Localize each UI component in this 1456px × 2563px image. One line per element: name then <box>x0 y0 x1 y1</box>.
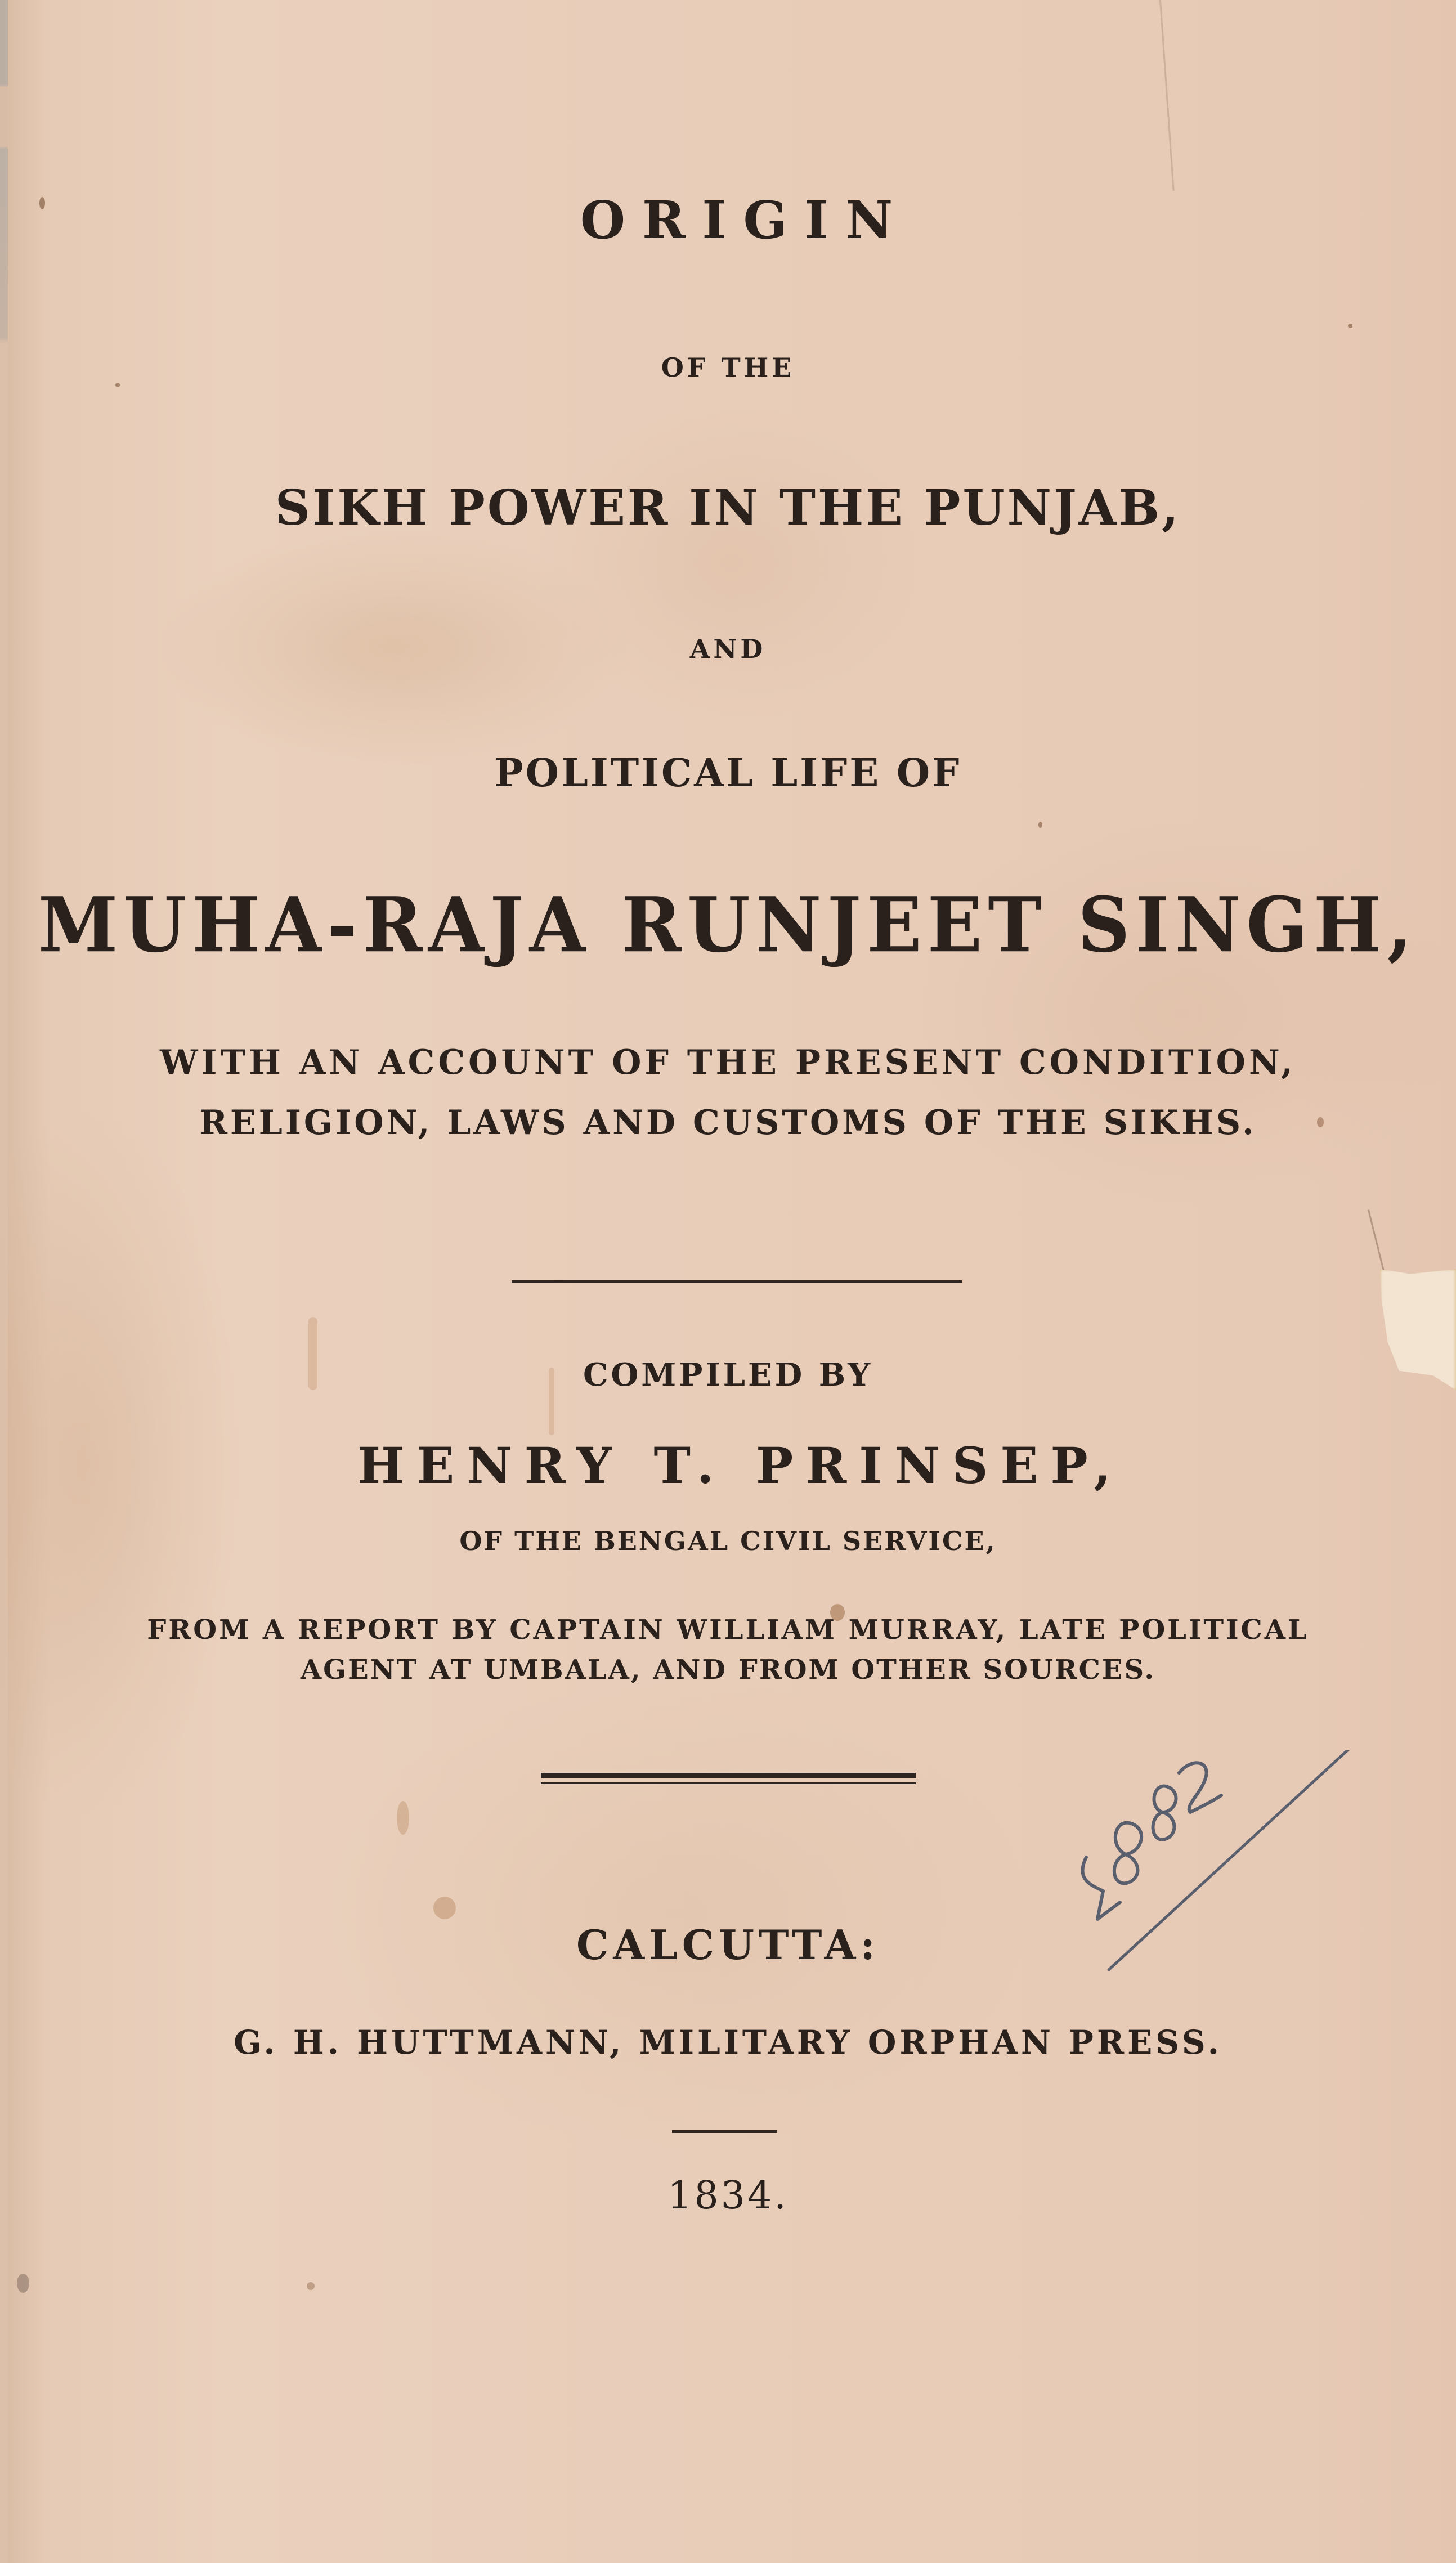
short-rule <box>672 2130 777 2133</box>
subtitle-line-2: RELIGION, LAWS AND CUSTOMS OF THE SIKHS. <box>199 1103 1257 1142</box>
imprint-year: 1834. <box>667 2174 789 2218</box>
title-and: AND <box>689 634 767 664</box>
subtitle-line-1: WITH AN ACCOUNT OF THE PRESENT CONDITION, <box>160 1043 1296 1082</box>
author-affiliation: OF THE BENGAL CIVIL SERVICE, <box>459 1526 997 1556</box>
author-name: HENRY T. PRINSEP, <box>357 1436 1123 1495</box>
double-rule-thin <box>541 1782 916 1784</box>
title-of-the: OF THE <box>661 352 795 383</box>
title-sikh-power: SIKH POWER IN THE PUNJAB, <box>275 480 1181 536</box>
compiled-by-label: COMPILED BY <box>583 1356 873 1393</box>
title-origin: ORIGIN <box>580 190 910 250</box>
double-rule-thick <box>541 1773 916 1778</box>
title-political-life: POLITICAL LIFE OF <box>494 751 962 796</box>
imprint-publisher: G. H. HUTTMANN, MILITARY ORPHAN PRESS. <box>234 2023 1222 2062</box>
paper-crease <box>1159 0 1175 191</box>
title-subject-name: MUHA-RAJA RUNJEET SINGH, <box>38 881 1418 970</box>
source-line-1: FROM A REPORT BY CAPTAIN WILLIAM MURRAY, LATE POLITICAL <box>147 1614 1309 1646</box>
paper-crease <box>1368 1209 1385 1270</box>
source-line-2: AGENT AT UMBALA, AND FROM OTHER SOURCES. <box>300 1654 1156 1686</box>
imprint-place: CALCUTTA: <box>576 1921 880 1969</box>
divider-rule <box>512 1280 962 1283</box>
